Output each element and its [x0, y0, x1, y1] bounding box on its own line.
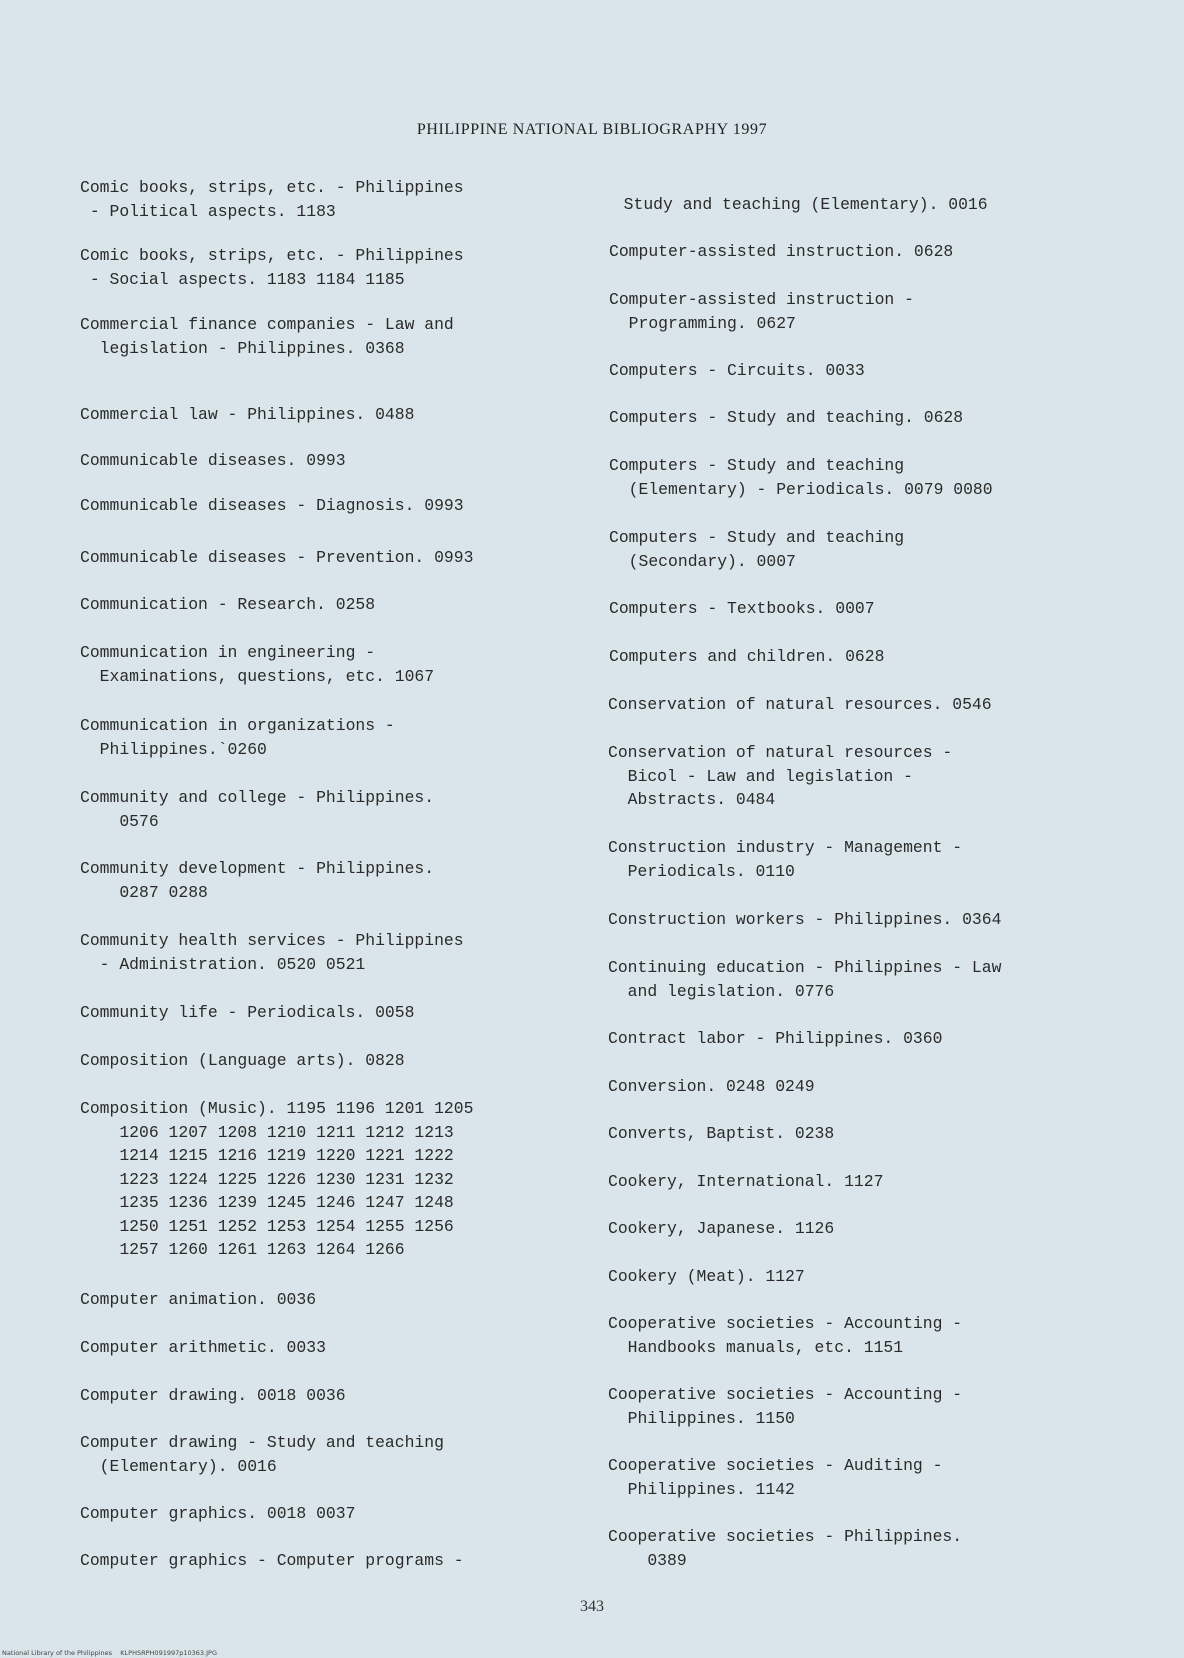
index-entry: Cooperative societies - Accounting - Handbooks manuals, etc. 1151	[608, 1314, 963, 1357]
index-entry: Computers - Circuits. 0033	[609, 361, 865, 380]
index-entry: Computers - Study and teaching (Elementary) - Periodicals. 0079 0080	[609, 456, 993, 499]
index-entry: Communication in engineering - Examinations, questions, etc. 1067	[80, 643, 435, 686]
index-entry: Cooperative societies - Auditing - Philippines. 1142	[608, 1456, 943, 1499]
index-entry: Cooperative societies - Accounting - Philippines. 1150	[608, 1385, 963, 1428]
index-entry: Computer arithmetic. 0033	[80, 1338, 326, 1357]
index-entry: Conservation of natural resources - Bicol - Law and legislation - Abstracts. 0484	[608, 743, 953, 809]
index-entry: Cookery, Japanese. 1126	[608, 1219, 835, 1238]
index-entry: Continuing education - Philippines - Law and legislation. 0776	[608, 958, 1002, 1001]
index-entry: Computer graphics. 0018 0037	[80, 1504, 356, 1523]
index-entry: Community and college - Philippines. 0576	[80, 788, 435, 831]
index-entry: Communication - Research. 0258	[80, 595, 376, 614]
index-entry: Computer animation. 0036	[80, 1290, 317, 1309]
index-entry: Computers and children. 0628	[609, 647, 885, 666]
index-entry: Comic books, strips, etc. - Philippines - Social aspects. 1183 1184 1185	[80, 246, 464, 289]
index-entry: Communicable diseases - Prevention. 0993	[80, 548, 474, 567]
page-number: 343	[580, 1598, 604, 1615]
index-entry: Cooperative societies - Philippines. 0389	[608, 1527, 963, 1570]
index-entry: Commercial law - Philippines. 0488	[80, 405, 415, 424]
index-entry: Computer drawing - Study and teaching (Elementary). 0016	[80, 1433, 444, 1476]
scan-footer: National Library of the Philippines KLPHSRPH091997p10363.JPG	[2, 1649, 217, 1657]
index-entry: Composition (Language arts). 0828	[80, 1051, 405, 1070]
index-entry: Communication in organizations - Philippines.`0260	[80, 716, 395, 759]
index-entry: Contract labor - Philippines. 0360	[608, 1029, 943, 1048]
index-entry: Cookery (Meat). 1127	[608, 1267, 805, 1286]
index-entry: Commercial finance companies - Law and legislation - Philippines. 0368	[80, 315, 454, 358]
index-entry: Construction workers - Philippines. 0364	[608, 910, 1002, 929]
index-entry: Communicable diseases. 0993	[80, 451, 346, 470]
index-entry: Conservation of natural resources. 0546	[608, 695, 992, 714]
index-entry: Study and teaching (Elementary). 0016	[604, 195, 988, 214]
index-entry: Computer graphics - Computer programs -	[80, 1551, 464, 1570]
index-entry: Computers - Textbooks. 0007	[609, 599, 875, 618]
index-entry: Conversion. 0248 0249	[608, 1077, 815, 1096]
index-entry: Comic books, strips, etc. - Philippines - Political aspects. 1183	[80, 178, 464, 221]
index-entry: Computer-assisted instruction - Programming. 0627	[609, 290, 914, 333]
page-title: PHILIPPINE NATIONAL BIBLIOGRAPHY 1997	[416, 121, 768, 138]
index-entry: Computer drawing. 0018 0036	[80, 1386, 346, 1405]
index-entry: Community life - Periodicals. 0058	[80, 1003, 415, 1022]
index-entry: Composition (Music). 1195 1196 1201 1205 1206 1207 1208 1210 1211 1212 1213 1214 1215 1216 1219 1220 1221 1222 1223 1224 1225 1226 1230 1231 1232 1235 1236 1239 1245 1246 1247 1248 1250 1251 1252 1253 1254 1255 1256 1257 1260 1261 1263 1264 1266	[80, 1099, 474, 1259]
index-entry: Computers - Study and teaching (Secondary). 0007	[609, 528, 905, 571]
index-entry: Construction industry - Management - Periodicals. 0110	[608, 838, 963, 881]
index-entry: Computers - Study and teaching. 0628	[609, 408, 964, 427]
index-entry: Communicable diseases - Diagnosis. 0993	[80, 496, 464, 515]
index-entry: Community health services - Philippines - Administration. 0520 0521	[80, 931, 464, 974]
index-entry: Converts, Baptist. 0238	[608, 1124, 835, 1143]
index-entry: Community development - Philippines. 0287 0288	[80, 859, 435, 902]
index-entry: Cookery, International. 1127	[608, 1172, 884, 1191]
index-entry: Computer-assisted instruction. 0628	[609, 242, 954, 261]
